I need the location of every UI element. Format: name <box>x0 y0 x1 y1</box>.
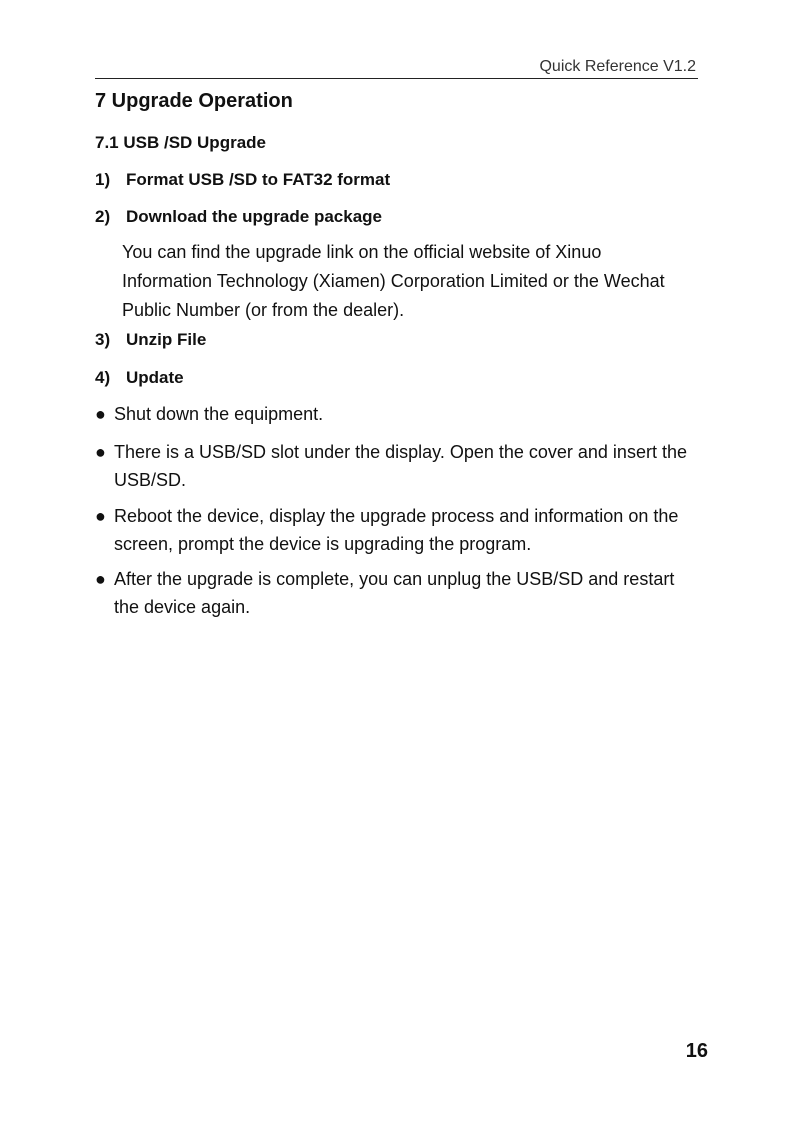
section-title: 7 Upgrade Operation <box>95 90 293 112</box>
bullet-dot-icon: ● <box>95 506 106 526</box>
step-number: 4) <box>95 368 111 387</box>
step-number: 2) <box>95 207 111 226</box>
step-label: Download the upgrade package <box>126 207 382 226</box>
bullet-text: There is a USB/SD slot under the display. Open the cover and insert the USB/SD. <box>114 442 687 490</box>
bullet-text: Reboot the device, display the upgrade process and information on the screen, prompt the device is upgrading the program. <box>114 506 679 554</box>
step-number: 3) <box>95 330 111 349</box>
bullet-item <box>95 502 695 558</box>
step-label: Unzip File <box>126 330 207 349</box>
bullet-dot-icon: ● <box>95 569 106 589</box>
step-unzip <box>95 330 206 350</box>
step-update <box>95 368 184 388</box>
step-format <box>95 170 390 190</box>
subsection-title: 7.1 USB /SD Upgrade <box>95 133 266 152</box>
step-label: Format USB /SD to FAT32 format <box>126 170 391 189</box>
header-divider <box>95 78 698 79</box>
download-paragraph: You can find the upgrade link on the official website of Xinuo Information Technology (Xiamen) Corporation Limited or the Wechat Public Number (or from the dealer). <box>122 242 665 320</box>
step-number: 1) <box>95 170 111 189</box>
bullet-text: Shut down the equipment. <box>114 404 324 424</box>
bullet-item <box>95 565 695 621</box>
step-label: Update <box>126 368 184 387</box>
bullet-dot-icon: ● <box>95 442 106 462</box>
header-text: Quick Reference V1.2 <box>539 58 696 75</box>
step-download <box>95 207 382 227</box>
bullet-item <box>95 400 695 428</box>
bullet-text: After the upgrade is complete, you can unplug the USB/SD and restart the device again. <box>114 569 675 617</box>
page-number: 16 <box>685 1040 708 1062</box>
bullet-item <box>95 438 695 494</box>
bullet-dot-icon: ● <box>95 404 106 424</box>
